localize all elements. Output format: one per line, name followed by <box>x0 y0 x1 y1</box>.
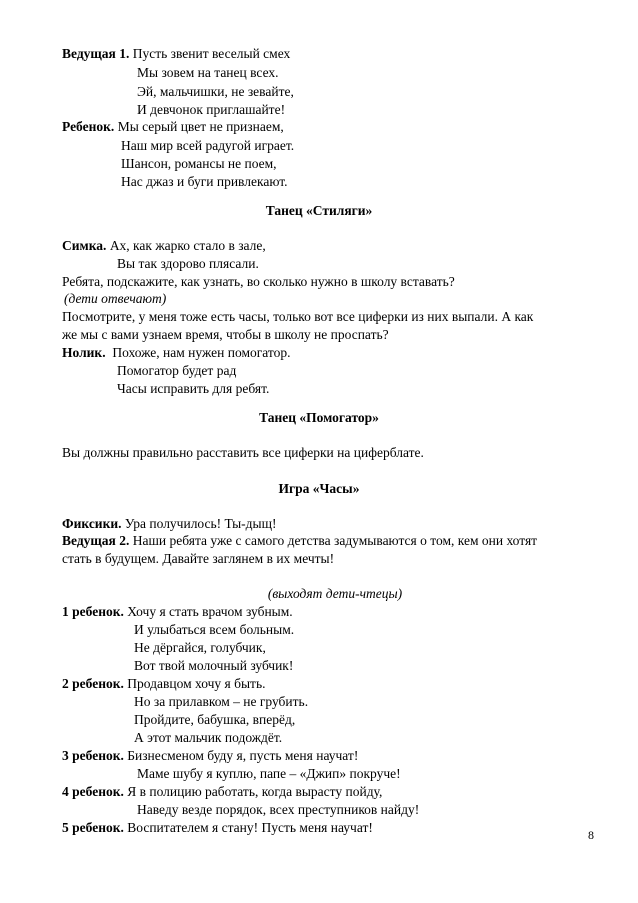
verse-line: Но за прилавком – не грубить. <box>134 694 309 709</box>
speaker-name: Нолик. <box>62 345 106 360</box>
verse-line: Маме шубу я куплю, папе – «Джип» покруче! <box>137 766 401 781</box>
verse-line: Вот твой молочный зубчик! <box>134 658 294 673</box>
verse-text: Похоже, нам нужен помогатор. <box>112 345 291 360</box>
prose-line: Посмотрите, у меня тоже есть часы, только вот все циферки из них выпали. А как <box>62 309 534 324</box>
prose-line: стать в будущем. Давайте заглянем в их мечты! <box>62 551 335 566</box>
verse-line: Шансон, романсы не поем, <box>121 156 277 171</box>
prose-line: Вы должны правильно расставить все циферки на циферблате. <box>62 445 424 460</box>
script-line <box>62 237 266 254</box>
verse-text: Пусть звенит веселый смех <box>132 46 291 61</box>
speaker-name: 3 ребенок. <box>62 748 124 763</box>
script-line <box>62 118 284 135</box>
script-line <box>62 675 266 692</box>
dance-heading: Танец «Стиляги» <box>265 203 373 218</box>
speaker-name: 2 ребенок. <box>62 676 124 691</box>
stage-direction: (выходят дети-чтецы) <box>267 586 403 601</box>
verse-text: Воспитателем я стану! Пусть меня научат! <box>127 820 373 835</box>
script-line <box>62 783 382 800</box>
verse-line: Мы зовем на танец всех. <box>137 65 279 80</box>
verse-line: А этот мальчик подождёт. <box>134 730 283 745</box>
speaker-name: Фиксики. <box>62 516 122 531</box>
speaker-name: 4 ребенок. <box>62 784 124 799</box>
verse-line: Наш мир всей радугой играет. <box>121 138 295 153</box>
speaker-name: 5 ребенок. <box>62 820 124 835</box>
script-line <box>62 344 291 361</box>
script-line <box>62 747 358 764</box>
script-line <box>62 532 537 549</box>
verse-line: Часы исправить для ребят. <box>117 381 270 396</box>
verse-text: Продавцом хочу я быть. <box>127 676 266 691</box>
verse-line: Эй, мальчишки, не зевайте, <box>137 84 294 99</box>
verse-line: Нас джаз и буги привлекают. <box>121 174 288 189</box>
verse-line: Помогатор будет рад <box>117 363 237 378</box>
verse-text: Наши ребята уже с самого детства задумываются о том, кем они хотят <box>132 533 538 548</box>
verse-line: Наведу везде порядок, всех преступников найду! <box>137 802 420 817</box>
script-line <box>62 819 373 836</box>
verse-line: И девчонок приглашайте! <box>137 102 286 117</box>
speaker-name: Ведущая 2. <box>62 533 130 548</box>
verse-text: Хочу я стать врачом зубным. <box>127 604 293 619</box>
verse-text: Ура получилось! Ты-дыщ! <box>124 516 277 531</box>
stage-direction: (дети отвечают) <box>64 291 167 306</box>
script-line <box>62 515 277 532</box>
speaker-name: Ведущая 1. <box>62 46 130 61</box>
verse-line: Пройдите, бабушка, вперёд, <box>134 712 296 727</box>
speaker-name: 1 ребенок. <box>62 604 124 619</box>
dance-heading: Танец «Помогатор» <box>259 410 379 425</box>
page-number: 8 <box>588 828 594 842</box>
speaker-name: Симка. <box>62 238 107 253</box>
script-line <box>62 45 290 62</box>
verse-text: Ах, как жарко стало в зале, <box>109 238 266 253</box>
verse-line: Не дёргайся, голубчик, <box>134 640 266 655</box>
verse-text: Бизнесменом буду я, пусть меня научат! <box>127 748 359 763</box>
game-heading: Игра «Часы» <box>278 481 360 496</box>
verse-text: Мы серый цвет не признаем, <box>117 119 284 134</box>
script-line <box>62 603 293 620</box>
prose-line: же мы с вами узнаем время, чтобы в школу не проспать? <box>62 327 389 342</box>
verse-text: Я в полицию работать, когда вырасту пойду, <box>127 784 383 799</box>
verse-line: И улыбаться всем больным. <box>134 622 295 637</box>
verse-line: Вы так здорово плясали. <box>117 256 259 271</box>
prose-line: Ребята, подскажите, как узнать, во сколько нужно в школу вставать? <box>62 274 455 289</box>
speaker-name: Ребенок. <box>62 119 115 134</box>
